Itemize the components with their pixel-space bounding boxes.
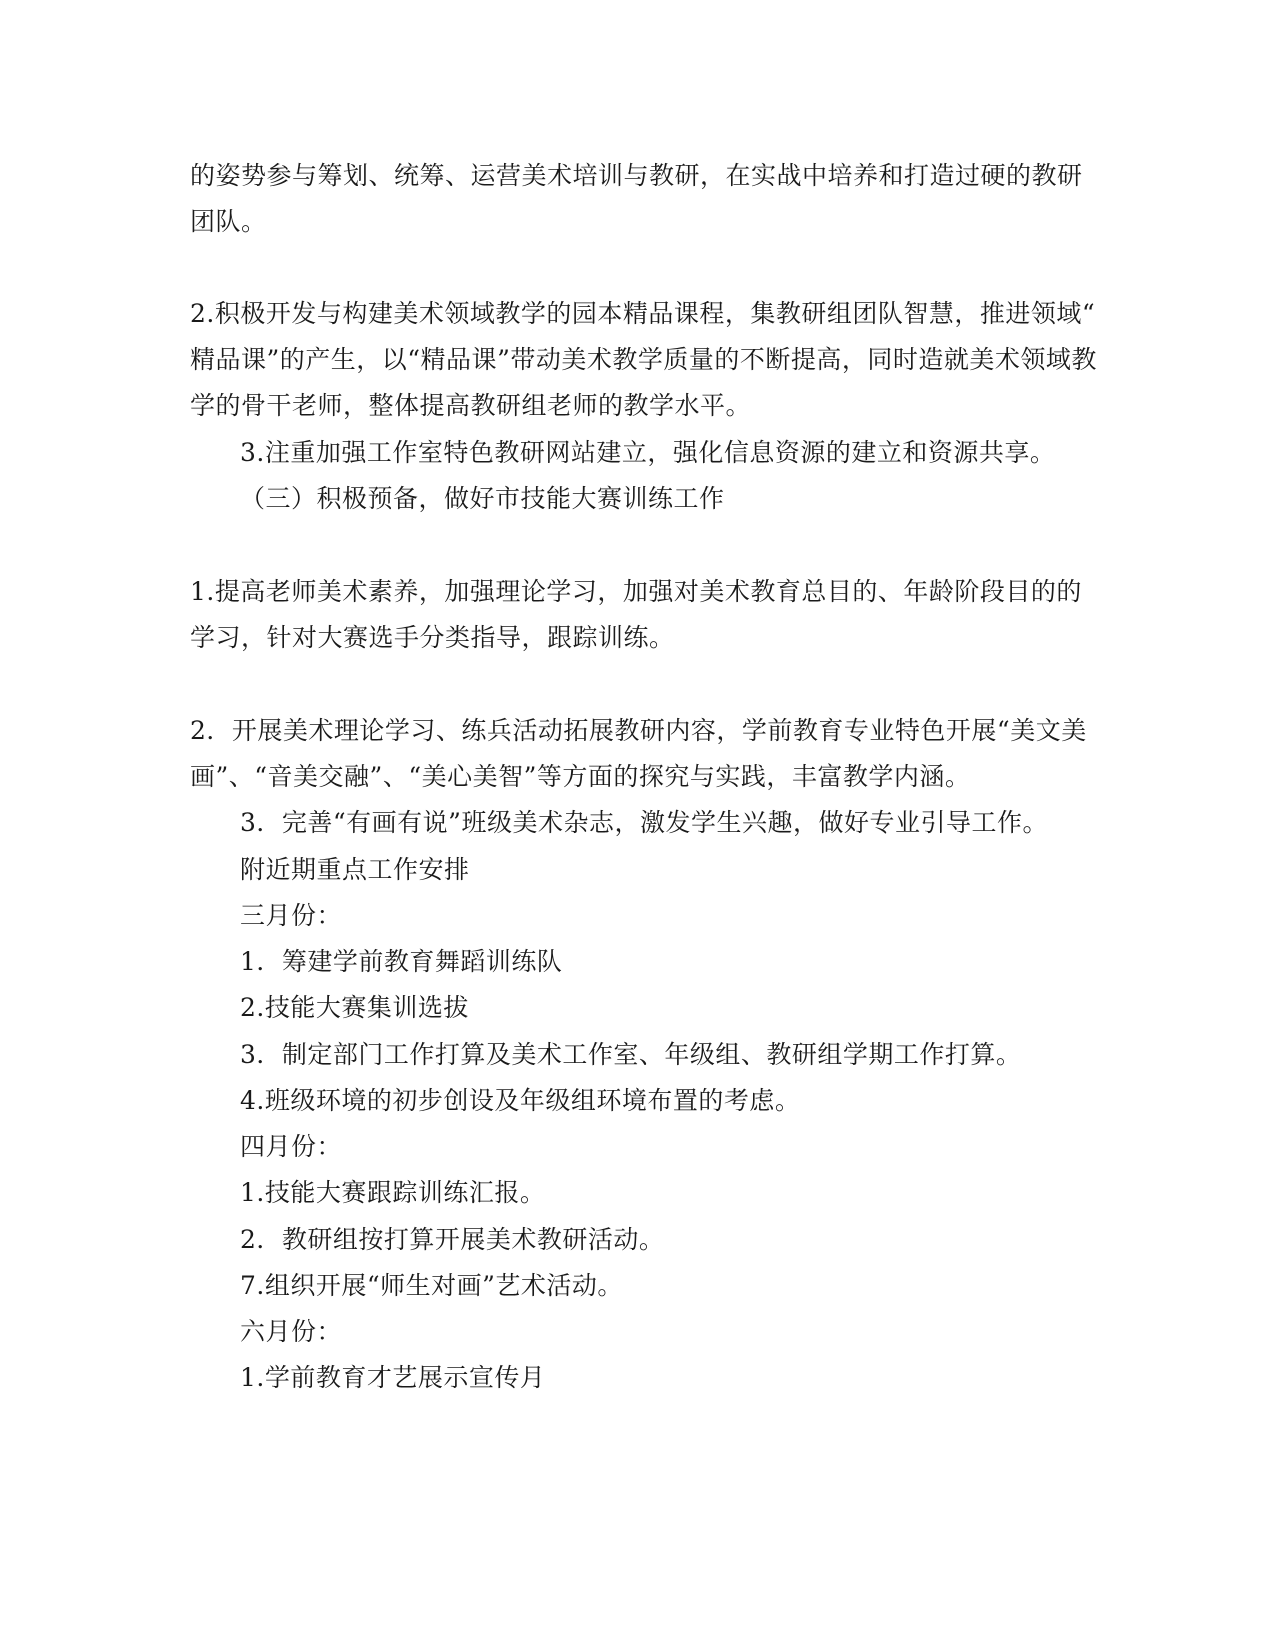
text-line: 精品课”的产生，以“精品课”带动美术教学质量的不断提高，同时造就美术领域教 bbox=[190, 345, 1097, 374]
list-item: 2．教研组按打算开展美术教研活动。 bbox=[240, 1225, 665, 1254]
text-line: 3.注重加强工作室特色教研网站建立，强化信息资源的建立和资源共享。 bbox=[240, 438, 1056, 467]
text-line: 2.积极开发与构建美术领域教学的园本精品课程，集教研组团队智慧，推进领域“ bbox=[190, 299, 1096, 328]
text-line: 画”、“音美交融”、“美心美智”等方面的探究与实践，丰富教学内涵。 bbox=[190, 762, 971, 791]
text-line: 团队。 bbox=[190, 207, 267, 236]
list-item: 2.技能大赛集训选拔 bbox=[240, 993, 469, 1022]
section-heading: （三）积极预备，做好市技能大赛训练工作 bbox=[240, 484, 725, 513]
schedule-heading: 附近期重点工作安排 bbox=[240, 855, 470, 884]
month-heading: 六月份： bbox=[240, 1317, 343, 1346]
list-item: 1.技能大赛跟踪训练汇报。 bbox=[240, 1178, 546, 1207]
list-item: 4.班级环境的初步创设及年级组环境布置的考虑。 bbox=[240, 1086, 801, 1115]
list-item: 1．筹建学前教育舞蹈训练队 bbox=[240, 947, 563, 976]
month-heading: 四月份： bbox=[240, 1132, 343, 1161]
month-heading: 三月份： bbox=[240, 901, 343, 930]
text-line: 学习，针对大赛选手分类指导，跟踪训练。 bbox=[190, 623, 675, 652]
text-line: 2．开展美术理论学习、练兵活动拓展教研内容，学前教育专业特色开展“美文美 bbox=[190, 716, 1087, 745]
text-line: 3．完善“有画有说”班级美术杂志，激发学生兴趣，做好专业引导工作。 bbox=[240, 808, 1048, 837]
list-item: 7.组织开展“师生对画”艺术活动。 bbox=[240, 1271, 623, 1300]
text-line: 的姿势参与筹划、统筹、运营美术培训与教研，在实战中培养和打造过硬的教研 bbox=[190, 161, 1083, 190]
text-line: 学的骨干老师，整体提高教研组老师的教学水平。 bbox=[190, 391, 752, 420]
list-item: 1.学前教育才艺展示宣传月 bbox=[240, 1363, 546, 1392]
text-line: 1.提高老师美术素养，加强理论学习，加强对美术教育总目的、年龄阶段目的的 bbox=[190, 577, 1082, 606]
list-item: 3．制定部门工作打算及美术工作室、年级组、教研组学期工作打算。 bbox=[240, 1040, 1022, 1069]
